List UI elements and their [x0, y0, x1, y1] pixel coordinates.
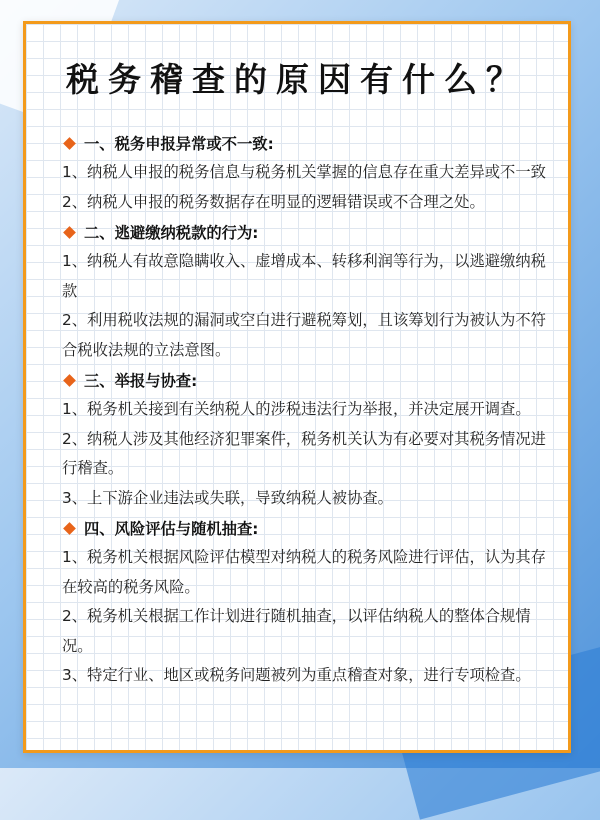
- diamond-bullet-icon: [63, 374, 76, 387]
- list-item: 3、上下游企业违法或失联，导致纳税人被协查。: [62, 488, 393, 507]
- section-heading-text: 三、举报与协查:: [84, 372, 198, 390]
- section-4: [62, 513, 556, 691]
- list-item: 1、纳税人申报的税务信息与税务机关掌握的信息存在重大差异或不一致: [62, 163, 546, 181]
- list-item: 2、纳税人申报的税务数据存在明显的逻辑错误或不合理之处。: [62, 192, 485, 211]
- list-item: 1、纳税人有故意隐瞒收入、虚增成本、转移利润等行为，以逃避缴纳税款: [62, 252, 546, 300]
- list-item: 2、税务机关根据工作计划进行随机抽查，以评估纳税人的整体合规情况。: [62, 607, 531, 655]
- section-2: [62, 217, 556, 365]
- section-1: [62, 128, 556, 217]
- section-heading-text: 四、风险评估与随机抽查:: [84, 520, 259, 538]
- section-heading-text: 一、税务申报异常或不一致:: [84, 135, 274, 153]
- diamond-bullet-icon: [63, 226, 76, 239]
- list-item: 2、纳税人涉及其他经济犯罪案件，税务机关认为有必要对其税务情况进行稽查。: [62, 429, 546, 477]
- section-heading: [62, 217, 556, 247]
- section-heading-text: 二、逃避缴纳税款的行为:: [84, 224, 259, 242]
- page-title: 税务稽查的原因有什么？: [66, 60, 528, 99]
- section-3: [62, 365, 556, 513]
- article-content: [62, 128, 556, 691]
- list-item: 1、税务机关根据风险评估模型对纳税人的税务风险进行评估，认为其存在较高的税务风险。: [62, 548, 546, 596]
- list-item: 1、税务机关接到有关纳税人的涉税违法行为举报，并决定展开调查。: [62, 400, 531, 418]
- diamond-bullet-icon: [63, 137, 76, 150]
- section-heading: [62, 365, 556, 395]
- article-card: [23, 21, 571, 753]
- diamond-bullet-icon: [63, 522, 76, 535]
- section-heading: [62, 513, 556, 543]
- list-item: 3、特定行业、地区或税务问题被列为重点稽查对象，进行专项检查。: [62, 666, 531, 684]
- list-item: 2、利用税收法规的漏洞或空白进行避税筹划，且该筹划行为被认为不符合税收法规的立法意图。: [62, 311, 546, 359]
- section-heading: [62, 128, 556, 158]
